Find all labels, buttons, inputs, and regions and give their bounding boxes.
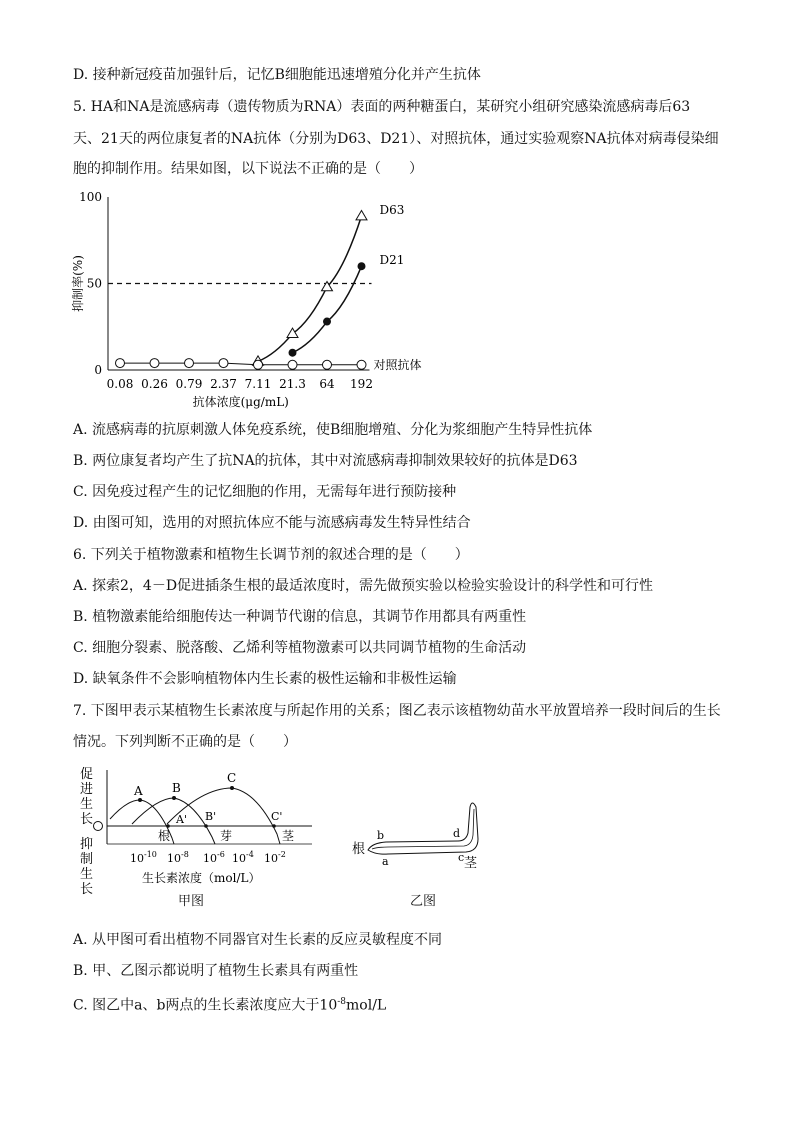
q4-option-d: D. 接种新冠疫苗加强针后，记忆B细胞能迅速增殖分化并产生抗体 [73, 67, 481, 83]
y-top-char-1: 进 [80, 782, 94, 797]
x-axis-label: 抗体浓度(μg/mL) [192, 395, 289, 409]
q7-stem-line-2: 情况。下列判断不正确的是（ ） [73, 734, 297, 750]
data-point-control [219, 359, 228, 368]
jia-x-axis-label: 生长素浓度（mol/L） [142, 871, 261, 885]
y-top-char-2: 生 [80, 797, 94, 812]
q6-stem: 6. 下列关于植物激素和植物生长调节剂的叙述合理的是（ ） [73, 547, 469, 563]
y-bottom-char-3: 长 [80, 882, 94, 897]
data-point-control [116, 359, 125, 368]
x-tick-label: 21.3 [279, 377, 306, 391]
data-point-control [323, 360, 332, 369]
q5-option-d: D. 由图可知，选用的对照抗体应不能与流感病毒发生特异性结合 [73, 515, 471, 531]
q6-option-c: C. 细胞分裂素、脱落酸、乙烯利等植物激素可以共同调节植物的生命活动 [73, 640, 527, 656]
jia-x-tick-label: $10^{-6}$ [203, 850, 225, 865]
point-c: C [227, 771, 237, 785]
q5-option-a: A. 流感病毒的抗原刺激人体免疫系统，使B细胞增殖、分化为浆细胞产生特异性抗体 [73, 422, 593, 438]
data-point-d63 [356, 211, 367, 220]
yi-label-b: b [377, 829, 385, 842]
organ-stem-label: 茎 [282, 829, 295, 843]
fig-jia-caption: 甲图 [178, 894, 205, 909]
point-a-prime: A' [176, 813, 187, 826]
q7-option-b: B. 甲、乙图示都说明了植物生长素具有两重性 [73, 963, 359, 979]
y-tick-label: 100 [79, 190, 102, 204]
q5-stem-line-1: 5. HA和NA是流感病毒（遗传物质为RNA）表面的两种糖蛋白，某研究小组研究感染流感病毒后63 [73, 99, 691, 115]
q7-option-c [73, 992, 386, 1016]
data-point-control [254, 360, 263, 369]
data-point-control [185, 359, 194, 368]
y-bottom-char-1: 制 [80, 852, 94, 867]
point-b-prime: B' [205, 810, 217, 823]
q5-option-b: B. 两位康复者均产生了抗NA的抗体，其中对流感病毒抑制效果较好的抗体是D63 [73, 453, 578, 469]
organ-bud-label: 芽 [220, 829, 233, 843]
organ-root-label: 根 [158, 829, 171, 843]
yi-root-label: 根 [352, 842, 366, 857]
series-line-D63 [258, 216, 362, 361]
q7-option-c-sup: -8 [337, 997, 347, 1007]
yi-label-d: d [453, 827, 461, 840]
fig-yi-seedling [348, 795, 498, 880]
y-tick-label: 50 [86, 276, 102, 291]
yi-label-c: c [458, 851, 465, 864]
q6-option-b: B. 植物激素能给细胞传达一种调节代谢的信息，其调节作用都具有两重性 [73, 609, 527, 625]
q7-option-c-unit: mol/L [346, 997, 387, 1014]
jia-x-tick-label: $10^{-10}$ [130, 850, 157, 865]
origin-marker [94, 822, 103, 831]
point-b: B [172, 781, 181, 795]
x-tick-label: 7.11 [244, 377, 272, 391]
y-top-char-0: 促 [80, 767, 94, 782]
data-point-d21 [323, 318, 331, 326]
jia-x-tick-label: $10^{-8}$ [167, 850, 189, 865]
x-tick-label: 192 [350, 377, 373, 391]
q5-inhibition-chart [68, 185, 448, 415]
q5-option-c: C. 因免疫过程产生的记忆细胞的作用，无需每年进行预防接种 [73, 484, 457, 500]
point-a: A [134, 784, 143, 798]
y-top-char-3: 长 [80, 812, 94, 827]
data-point-control [150, 359, 159, 368]
yi-label-a: a [382, 855, 389, 868]
data-point-d63 [287, 328, 298, 337]
q5-stem-line-3: 胞的抑制作用。结果如图，以下说法不正确的是（ ） [73, 161, 423, 177]
yi-stem-label: 茎 [464, 856, 478, 871]
y-bottom-char-0: 抑 [80, 837, 94, 852]
point-c-prime: C' [271, 810, 283, 823]
fig-yi-caption: 乙图 [410, 894, 437, 909]
jia-x-tick-label: $10^{-2}$ [264, 850, 286, 865]
series-label-d63: D63 [379, 203, 405, 218]
y-bottom-char-2: 生 [80, 867, 94, 882]
q7-option-c-text: C. 图乙中a、b两点的生长素浓度应大于10 [73, 997, 338, 1014]
q6-option-d: D. 缺氧条件不会影响植物体内生长素的极性运输和非极性运输 [73, 671, 457, 687]
x-tick-label: 64 [319, 377, 335, 391]
bud-curve [132, 798, 215, 844]
q7-stem-line-1: 7. 下图甲表示某植物生长素浓度与所起作用的关系；图乙表示该植物幼苗水平放置培养一段时间后的生长 [73, 703, 721, 719]
x-tick-label: 2.37 [210, 377, 237, 391]
y-tick-label: 0 [94, 363, 102, 377]
data-point-d21 [358, 262, 366, 270]
x-tick-label: 0.26 [141, 377, 168, 391]
q6-option-a: A. 探索2，4－D促进插条生根的最适浓度时，需先做预实验以检验实验设计的科学性和可行性 [73, 578, 654, 594]
series-label-d21: D21 [379, 253, 405, 268]
y-axis-label: 抑制率(%) [71, 255, 85, 312]
jia-x-tick-label: $10^{-4}$ [232, 850, 254, 865]
data-point-control [288, 360, 297, 369]
data-point-d21 [289, 349, 297, 357]
series-line-D21 [293, 266, 362, 353]
q5-stem-line-2: 天、21天的两位康复者的NA抗体（分别为D63、D21）、对照抗体，通过实验观察NA抗体对病毒侵染细 [73, 131, 719, 147]
x-tick-label: 0.08 [106, 377, 134, 391]
q7-option-a: A. 从甲图可看出植物不同器官对生长素的反应灵敏程度不同 [73, 932, 443, 948]
series-label-control: 对照抗体 [373, 357, 422, 372]
data-point-control [357, 360, 366, 369]
x-tick-label: 0.79 [175, 377, 203, 391]
